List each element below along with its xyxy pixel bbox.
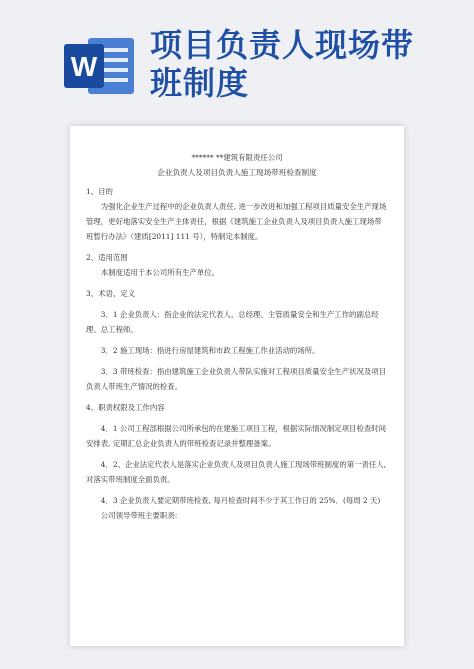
document-heading: 企业负责人及项目负责人施工现场带班检查制度 — [157, 168, 317, 177]
clause-3-1: 3．1 企业负责人：指企业的法定代表人、总经理、主管质量安全和生产工作的副总经理、总工程师。 — [86, 310, 379, 334]
clause-4-2: 4．2、企业法定代表人是落实企业负责人及项目负责人施工现场带班制度的第一责任人, 对落实带班制度全面负责。 — [86, 460, 387, 484]
word-document-icon — [62, 34, 136, 98]
section-title: 1、目的 — [86, 187, 113, 196]
clause-4-3: 4．3 企业负责人要定期带班检查, 每月检查时间不少于其工作日的 25%．(每周 2 天) — [100, 496, 381, 505]
clause-3-2: 3．2 施工现场：指进行房屋建筑和市政工程施工作业活动的场所。 — [100, 346, 320, 355]
logo-letter: W — [70, 51, 98, 82]
banner-title-line-2: 班制度 — [150, 64, 250, 102]
banner — [0, 0, 474, 120]
document-page — [70, 126, 404, 646]
section-title: 3、术语、定义 — [86, 289, 136, 298]
section-title: 2、适用范围 — [86, 253, 128, 262]
clause-4-1: 4．1 公司工程部根据公司所承包的在建施工项目工程，根据实际情况制定项目检查时间安排表, 定期汇总企业负责人的带班检查记录并整理备案。 — [86, 424, 387, 448]
section-body: 本制度适用于本公司所有生产单位。 — [100, 268, 220, 277]
clause-3-3: 3．3 带班检查：指由建筑施工企业负责人带队实施对工程项目质量安全生产状况及项目负责人带班生产情况的检查。 — [86, 367, 387, 391]
leader-duties-label: 公司领导带班主要职责: — [100, 511, 178, 520]
banner-title-line-1: 项目负责人现场带 — [150, 26, 415, 64]
company-name: ****** **建筑有限责任公司 — [191, 153, 283, 162]
section-body: 为强化企业生产过程中的企业负责人责任, 进一步改进和加强工程项目质量安全生产现场管理，更好地落实安全生产主体责任，根据《建筑施工企业负责人及项目负责人施工现场带班暂行办法》（建质[2011] 111 号），特制定本制度。 — [86, 202, 387, 241]
banner-title — [150, 26, 470, 102]
section-title: 4、职责权限及工作内容 — [86, 403, 165, 412]
document-body — [86, 150, 388, 523]
